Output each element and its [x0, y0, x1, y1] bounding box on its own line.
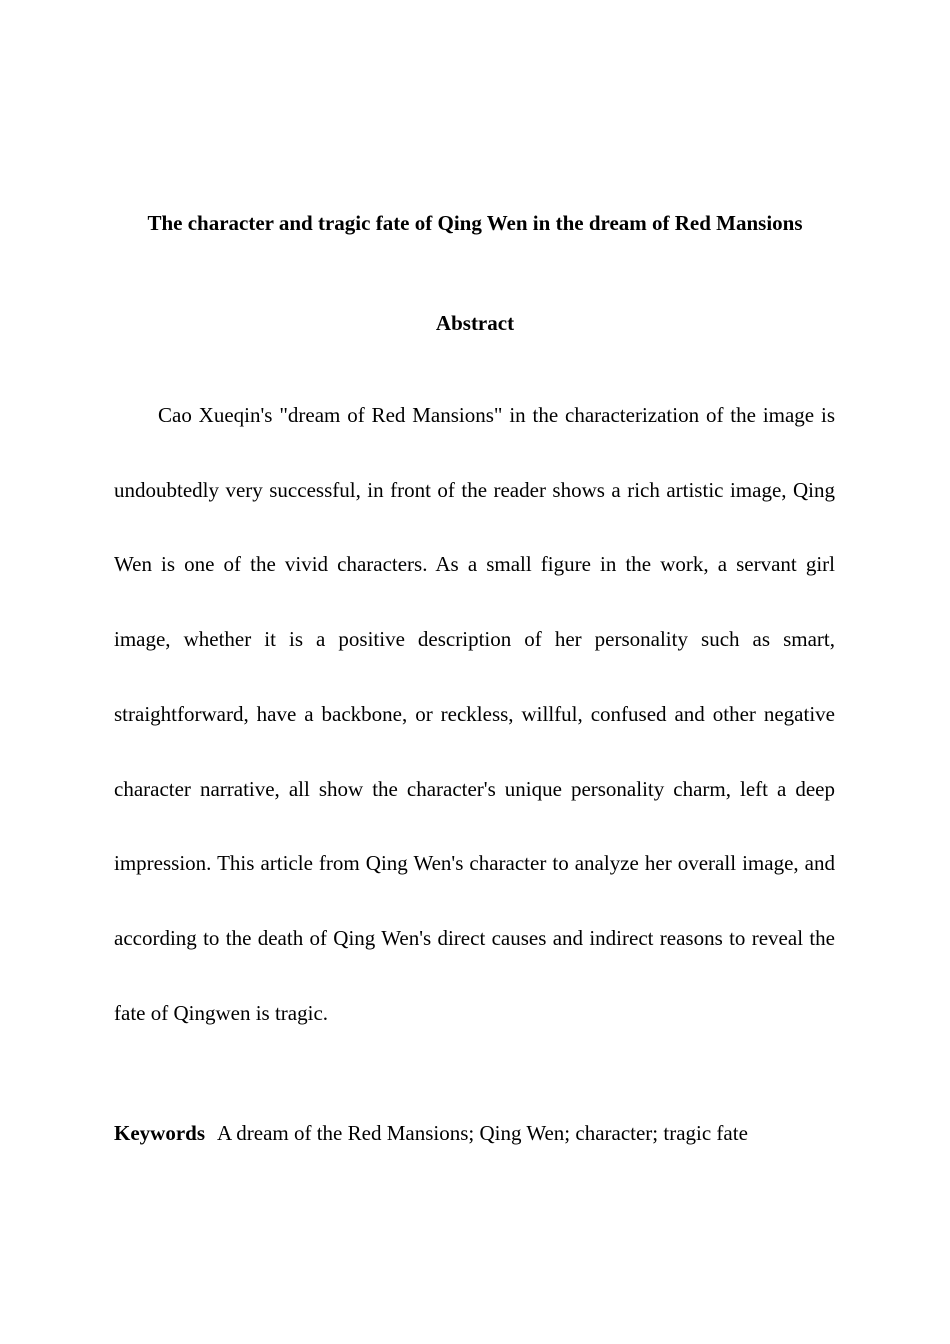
- keywords-label: Keywords: [114, 1121, 205, 1145]
- abstract-body: Cao Xueqin's "dream of Red Mansions" in the characterization of the image is undoubtedly very successful, in front of the reader shows a rich artistic image, Qing Wen is one of the vivid characters. As a small figure in the work, a servant girl image, whether it is a positive description of her personality such as smart, straightforward, have a backbone, or reckless, willful, confused and other negative character narrative, all show the character's unique personality charm, left a deep impression. This article from Qing Wen's character to analyze her overall image, and according to the death of Qing Wen's direct causes and indirect reasons to reveal the fate of Qingwen is tragic.: [114, 403, 835, 1025]
- keywords-text: A dream of the Red Mansions; Qing Wen; character; tragic fate: [217, 1121, 748, 1145]
- paper-title: The character and tragic fate of Qing Wen in the dream of Red Mansions: [147, 211, 803, 235]
- abstract-heading: Abstract: [435, 311, 515, 335]
- keywords-line: [114, 1119, 835, 1147]
